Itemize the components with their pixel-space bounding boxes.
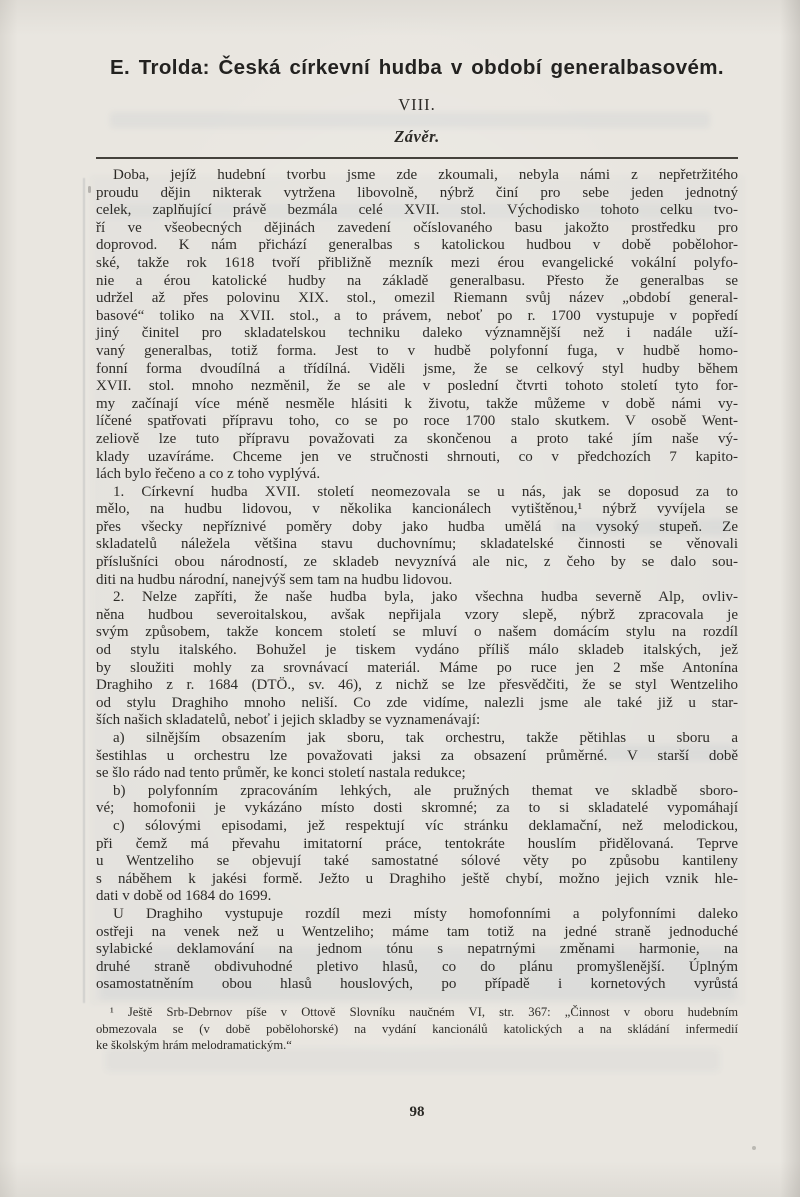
text-line: při čemž má převahu imitatorní práce, tentokráte houslím přidělovaná. Teprve (96, 835, 738, 852)
text-line: dati v době od 1684 do 1699. (96, 888, 272, 905)
page-title: E. Trolda: Česká církevní hudba v období generalbasovém. (109, 56, 725, 79)
horizontal-rule (96, 157, 738, 159)
text-line: 2. Nelze zapříti, že naše hudba byla, jako všechna hudba severně Alp, ovliv- (113, 589, 738, 606)
text-line: klady uzavíráme. Chceme jen ve stručnosti shrnouti, co v předchozích 7 kapito- (96, 448, 738, 465)
text-line: proudu dějin nikterak vytržena libovolně, nýbrž činí pro sebe jeden jednotný (96, 184, 738, 201)
text-line: vé; homofonii je vykázáno místo dosti skromné; za to si skladatelé vypomáhají (96, 800, 738, 817)
text-line: lách bylo řečeno a co z toho vyplývá. (96, 466, 321, 483)
text-line: ke školským hrám melodramatickým.“ (96, 1038, 292, 1053)
section-number: VIII. (398, 95, 436, 114)
text-line: sylabické deklamování na jednom tónu s nepatrnými změnami harmonie, na (96, 941, 738, 958)
text-line: 1. Církevní hudba XVII. století neomezovala se u nás, jak se doposud za to (113, 483, 738, 500)
text-line: příslušníci obou národností, ze skladeb nevyznívá ale nic, z čeho by se dalo sou- (96, 554, 738, 571)
text-line: ské, takže rok 1618 tvoří přibližně mezník mezi érou evangelické vokální polyfo- (96, 254, 738, 271)
text-line: mělo, na hudbu lidovou, v několika kancionálech vytištěnou,¹ nýbrž vyvíjela se (96, 501, 738, 518)
text-line: přes všecky nepříznivé poměry doby jako hudba umělá na vysoký stupeň. Ze (96, 518, 738, 535)
text-line: svým způsobem, takže koncem století se mluví o našem domácím stylu na rozdíl (96, 624, 738, 641)
text-line: šestihlas u orchestru lze považovati jaksi za obsazení průměrné. V starší době (96, 747, 738, 764)
text-line: ostřeji na venek než u Wentzeliho; máme tam totiž na jedné straně jednoduché (96, 923, 738, 940)
text-line: U Draghiho vystupuje rozdíl mezi místy homofonními a polyfonními daleko (113, 905, 738, 922)
paragraph-point-a (96, 730, 738, 783)
text-line: Draghiho z r. 1684 (DTÖ., sv. 46), z nichž se lze přesvědčiti, že se styl Wentzeliho (96, 677, 738, 694)
paragraph-intro (96, 167, 738, 484)
text-line: ří ve všeobecných dějinách zavedení očíslovaného basu jakožto prostředku pro (96, 219, 738, 236)
text-line: něna hudbou severoitalskou, avšak nepřijala vzory slepě, nýbrž zpracovala je (96, 606, 738, 623)
text-line: ších našich skladatelů, neboť i jejich skladby se vyznamenávají: (96, 712, 481, 729)
text-line: zeliově lze tuto přípravu považovati za skončenou a proto také jím naše vý- (96, 430, 738, 447)
text-line: basové“ toliko na XVII. stol., a to právem, neboť po r. 1700 vystupuje v popředí (96, 307, 738, 324)
body-text (96, 167, 738, 994)
text-line: a) silnějším obsazením jak sboru, tak orchestru, takže pětihlas u sboru a (113, 730, 738, 746)
text-line: od stylu italského. Bohužel je tiskem vydáno příliš málo skladeb italských, jež (96, 642, 738, 659)
text-line: by sloužiti mohly za srovnávací materiál. Máme po ruce jen 2 mše Antonína (96, 659, 738, 676)
text-line: se šlo rádo nad tento průměr, ke konci století nastala redukce; (96, 765, 466, 782)
text-line: osamostatněním obou hlasů houslových, po případě i kornetových vyrůstá (96, 976, 738, 993)
text-line: druhé straně obdivuhodné pletivo hlasů, co do plánu promyšlenější. Úplným (96, 958, 738, 975)
text-line: vaný generalbas, totiž forma. Jest to v hudbě polyfonní fuga, v hudbě homo- (96, 342, 738, 359)
text-line: ¹ Ještě Srb-Debrnov píše v Ottově Slovníku naučném VI, str. 367: „Činnost v oboru hudebním (110, 1004, 738, 1019)
paragraph-point-c (96, 818, 738, 906)
text-line: od stylu Draghiho mnoho neliší. Co zde vidíme, nalezli jsme ale také již u star- (96, 694, 738, 711)
section-subtitle: Závěr. (394, 127, 440, 146)
text-line: s náběhem k jakési formě. Ježto u Draghiho ještě chybí, možno jejich vznik hle- (96, 870, 738, 887)
scan-speck (88, 186, 91, 193)
text-column (96, 0, 738, 1054)
text-line: my začínají více méně nesměle hlásiti k životu, takže můžeme v době námi vy- (96, 395, 738, 412)
text-line: u Wentzeliho se objevují také samostatné sólové věty po způsobu kantileny (96, 853, 738, 870)
text-line: diti na hudbu národní, nanejvýš sem tam na hudbu lidovou. (96, 571, 453, 588)
text-line: c) sólovými episodami, jež respektují víc stránku deklamační, než melodickou, (113, 817, 738, 834)
paragraph-closing (96, 906, 738, 994)
text-line: nie a érou katolické hudby na základě generalbasu. Přesto že generalbas se (96, 272, 738, 289)
text-line: celek, zaplňující právě bezmála celé XVII. stol. Východisko tohoto celku tvo- (96, 202, 738, 219)
bleedthrough-edge-line (83, 178, 85, 1003)
scan-speck (752, 1146, 756, 1150)
text-line: líčené spatřovati přípravu toho, co se po roce 1700 stalo skutkem. V osobě Went- (96, 413, 738, 430)
paragraph-point-1 (96, 484, 738, 590)
text-line: skladatelů náležela většina stavu duchovnímu; skladatelské činnosti se věnovali (96, 536, 738, 553)
text-line: obmezovala se (v době pobělohorské) na vydání kancionálů katolických a na skládání infermedií (96, 1021, 738, 1036)
paragraph-point-b (96, 783, 738, 818)
text-line: udržel až přes polovinu XIX. stol., omezil Riemann svůj název „období general- (96, 290, 738, 307)
page-number: 98 (409, 1104, 425, 1120)
text-line: doprovod. K nám přichází generalbas s katolickou hudbou v době pobělohor- (96, 237, 738, 254)
text-line: fonní forma dvoudílná a třídílná. Viděli jsme, že se celkový styl hudby během (96, 360, 738, 377)
text-line: XVII. stol. mnoho nezměnil, že se ale v poslední čtvrti tohoto století tyto for- (96, 378, 738, 395)
text-line: jiný činitel pro skladatelskou techniku daleko významnější než i nadále uží- (96, 325, 738, 342)
text-line: b) polyfonním zpracováním lehkých, ale pružných themat ve skladbě sboro- (113, 782, 738, 799)
paragraph-point-2 (96, 589, 738, 730)
text-line: Doba, jejíž hudební tvorbu jsme zde zkoumali, nebyla námi z nepřetržitého (113, 167, 738, 183)
footnote (96, 1004, 738, 1054)
